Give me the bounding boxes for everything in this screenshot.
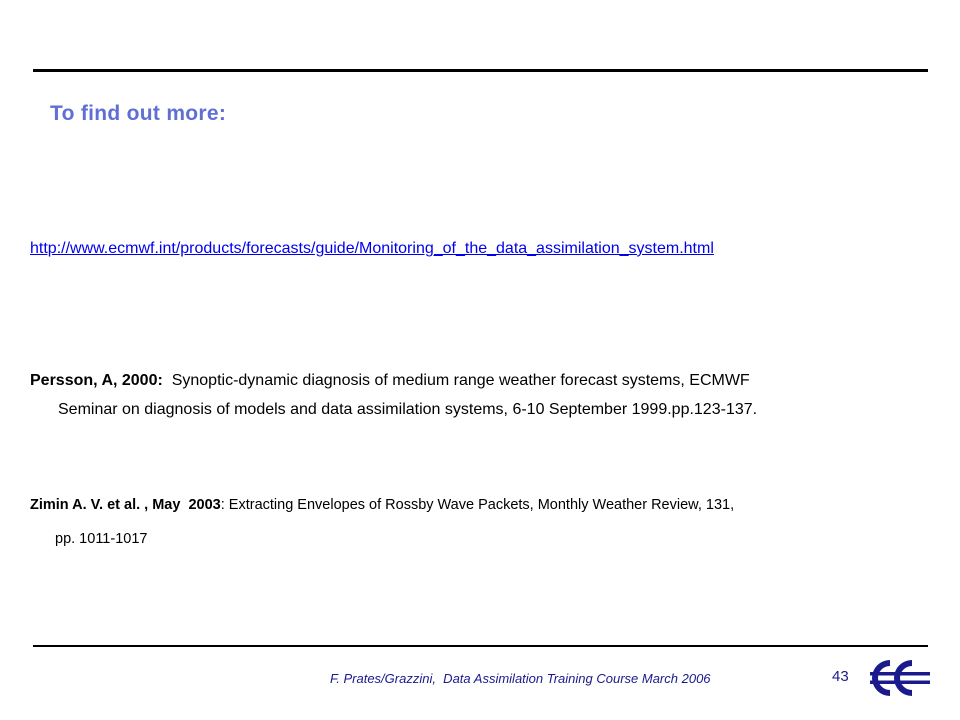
reference-text: : Extracting Envelopes of Rossby Wave Packets, Monthly Weather Review, 131,	[220, 497, 735, 513]
reference-author: Persson, A, 2000:	[30, 372, 163, 389]
reference-continuation: Seminar on diagnosis of models and data assimilation systems, 6-10 September 1999.pp.123-137.	[58, 401, 758, 418]
reference-line	[30, 488, 935, 522]
bottom-divider	[33, 645, 928, 647]
footer-credit: F. Prates/Grazzini, Data Assimilation Training Course March 2006	[330, 671, 711, 686]
top-divider	[33, 69, 928, 72]
ecmwf-guide-link[interactable]: http://www.ecmwf.int/products/forecasts/guide/Monitoring_of_the_data_assimilation_system.html	[30, 240, 714, 257]
reference-continuation: pp. 1011-1017	[55, 531, 148, 547]
slide-title: To find out more:	[50, 102, 227, 125]
reference-author: Zimin A. V. et al. , May 2003	[30, 497, 221, 513]
ecmwf-logo-icon	[870, 658, 930, 698]
reference-line	[30, 366, 935, 395]
reference-persson	[30, 366, 935, 424]
reference-text: Synoptic-dynamic diagnosis of medium range weather forecast systems, ECMWF	[162, 372, 750, 389]
reference-zimin	[30, 488, 935, 556]
page-number: 43	[832, 668, 849, 685]
